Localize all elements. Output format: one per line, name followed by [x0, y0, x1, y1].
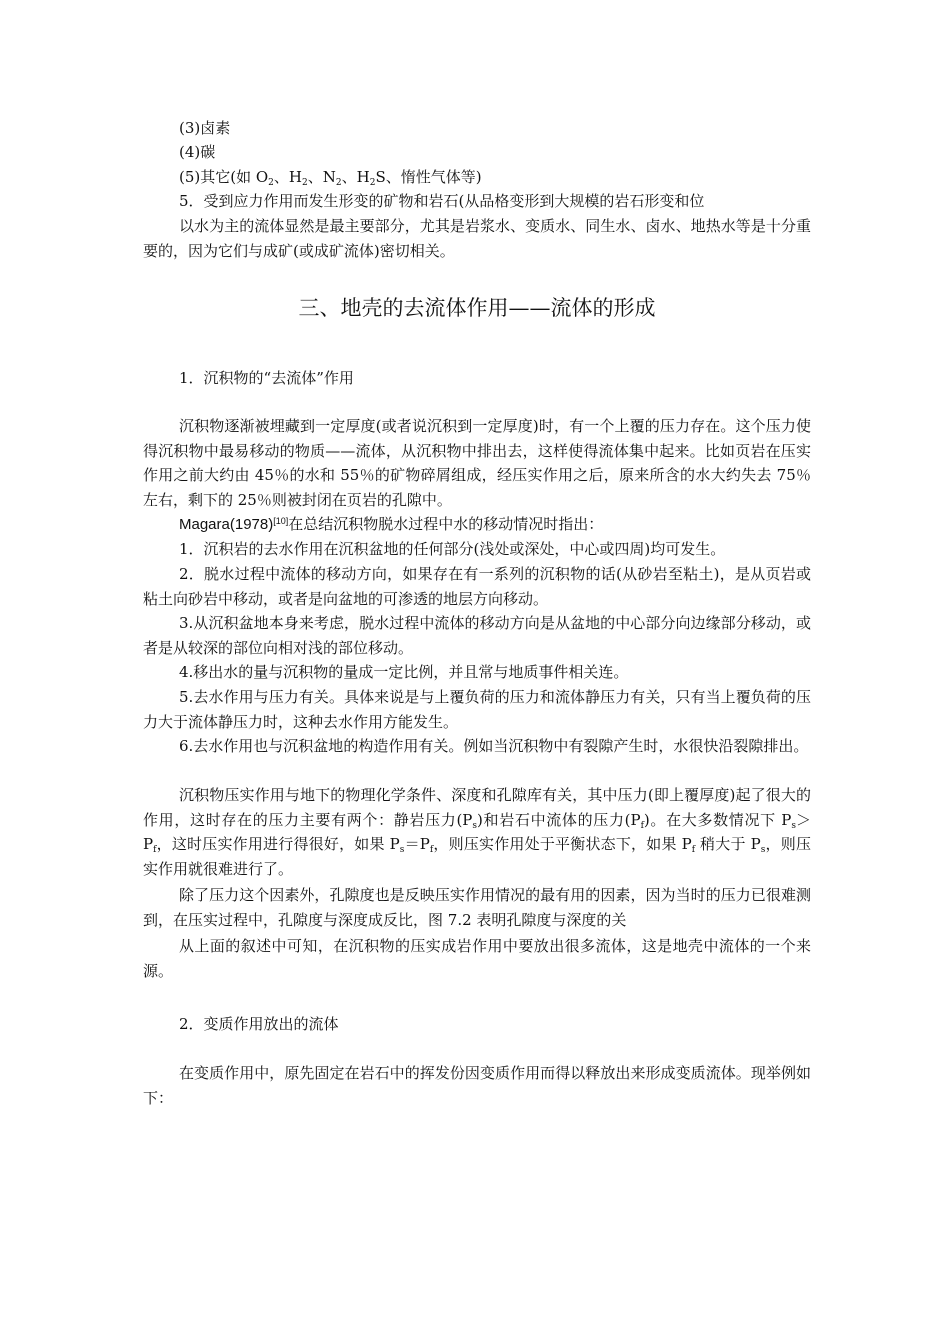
summary-paragraph: 从上面的叙述中可知，在沉积物的压实成岩作用中要放出很多流体，这是地壳中流体的一个来源。 [143, 937, 811, 980]
list-item-stress-minerals: 5．受到应力作用而发生形变的矿物和岩石(从品格变形到大规模的岩石形变和位 [179, 192, 705, 210]
dewatering-point-4: 4.移出水的量与沉积物的量成一定比例，并且常与地质事件相关连。 [179, 663, 629, 681]
subsection-1-heading: 1．沉积物的“去流体”作用 [179, 369, 354, 387]
intro-paragraph: 以水为主的流体显然是最主要部分，尤其是岩浆水、变质水、同生水、卤水、地热水等是十分重要的，因为它们与成矿(或成矿流体)密切相关。 [143, 217, 811, 260]
reference-marker: [10] [273, 516, 289, 526]
subsection-2-heading: 2．变质作用放出的流体 [179, 1015, 339, 1033]
magara-author: Magara(1978) [179, 516, 274, 533]
section-title: 三、地壳的去流体作用——流体的形成 [298, 296, 656, 320]
magara-citation-paragraph: Magara(1978)[10]在总结沉积物脱水过程中水的移动情况时指出： [179, 515, 604, 533]
dewatering-point-5: 5.去水作用与压力有关。具体来说是与上覆负荷的压力和流体静压力有关，只有当上覆负荷的压力大于流体静压力时，这种去水作用方能发生。 [143, 688, 811, 731]
dewatering-point-6: 6.去水作用也与沉积盆地的构造作用有关。例如当沉积物中有裂隙产生时，水很快沿裂隙排出。 [179, 737, 809, 755]
porosity-paragraph: 除了压力这个因素外，孔隙度也是反映压实作用情况的最有用的因素，因为当时的压力已很难测到，在压实过程中，孔隙度与深度成反比，图 7.2 表明孔隙度与深度的关 [143, 886, 811, 929]
compaction-paragraph: 沉积物逐渐被埋藏到一定厚度(或者说沉积到一定厚度)时，有一个上覆的压力存在。这个压力使得沉积物中最易移动的物质——流体，从沉积物中排出去，这样使得流体集中起来。比如页岩在压实作用之前大约由 45％的水和 55％的矿物碎屑组成，经压实作用之后，原来所含的水大约失去 75％左右，剩下的 25％则被封闭在页岩的孔隙中。 [143, 417, 811, 509]
list-item-carbon: (4)碳 [179, 143, 216, 161]
dewatering-point-2: 2．脱水过程中流体的移动方向，如果存在有一系列的沉积物的话(从砂岩至粘土)，是从页岩或粘土向砂岩中移动，或者是向盆地的可渗透的地层方向移动。 [143, 565, 811, 608]
pressure-paragraph: 沉积物压实作用与地下的物理化学条件、深度和孔隙库有关，其中压力(即上覆厚度)起了很大的作用，这时存在的压力主要有两个：静岩压力$(P_s)$和岩石中流体的压力$(P_f)$。在大多数情况下 $P_s>P_f$，这时压实作用进行得很好，如果 $P_s=P_f$，则压实作用处于平衡状态下，如果 $P_f$ 稍大于 $P_s$，则压实作用就很难进行了。 [143, 786, 811, 878]
metamorphic-paragraph: 在变质作用中，原先固定在岩石中的挥发份因变质作用而得以释放出来形成变质流体。现举例如下： [143, 1064, 811, 1107]
list-item-other-gases: (5)其它(如 $O_2$、$H_2$、$N_2$、$H_2S$、惰性气体等) [179, 168, 482, 188]
dewatering-point-3: 3.从沉积盆地本身来考虑，脱水过程中流体的移动方向是从盆地的中心部分向边缘部分移动，或者是从较深的部位向相对浅的部位移动。 [143, 614, 811, 657]
list-item-halogen: (3)卤素 [179, 119, 231, 137]
dewatering-point-1: 1．沉积岩的去水作用在沉积盆地的任何部分(浅处或深处，中心或四周)均可发生。 [179, 540, 726, 558]
